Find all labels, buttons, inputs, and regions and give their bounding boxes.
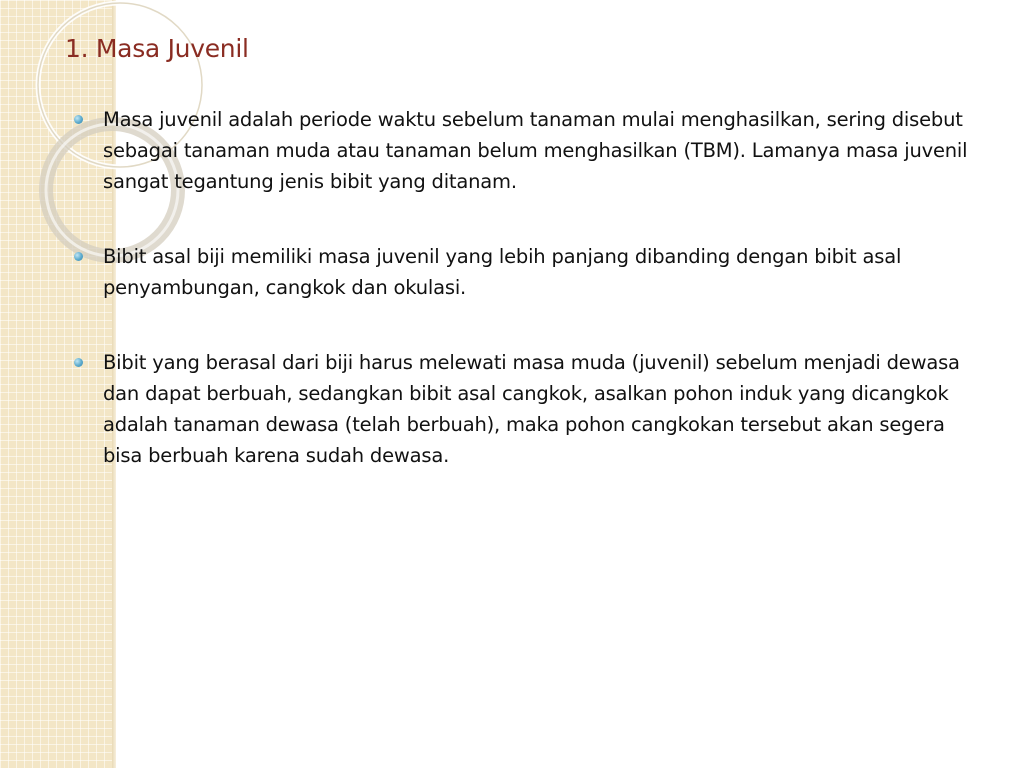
bullet-item <box>74 241 974 303</box>
bullet-dot-icon <box>74 358 83 367</box>
bullet-item <box>74 347 974 471</box>
bullet-text: Masa juvenil adalah periode waktu sebelum tanaman mulai menghasilkan, sering disebut sebagai tanaman muda atau tanaman belum menghasilkan (TBM). Lamanya masa juvenil sangat tegantung jenis bibit yang ditanam. <box>103 108 968 193</box>
bullet-text: Bibit yang berasal dari biji harus melewati masa muda (juvenil) sebelum menjadi dewasa dan dapat berbuah, sedangkan bibit asal cangkok, asalkan pohon induk yang dicangkok adalah tanaman dewasa (telah berbuah), maka pohon cangkokan tersebut akan segera bisa berbuah karena sudah dewasa. <box>103 351 960 467</box>
bullet-dot-icon <box>74 252 83 261</box>
bullet-dot-icon <box>74 115 83 124</box>
bullet-text: Bibit asal biji memiliki masa juvenil yang lebih panjang dibanding dengan bibit asal penyambungan, cangkok dan okulasi. <box>103 245 902 299</box>
slide-title: 1. Masa Juvenil <box>65 34 249 63</box>
bullet-item <box>74 104 974 197</box>
bullet-list <box>74 104 974 471</box>
